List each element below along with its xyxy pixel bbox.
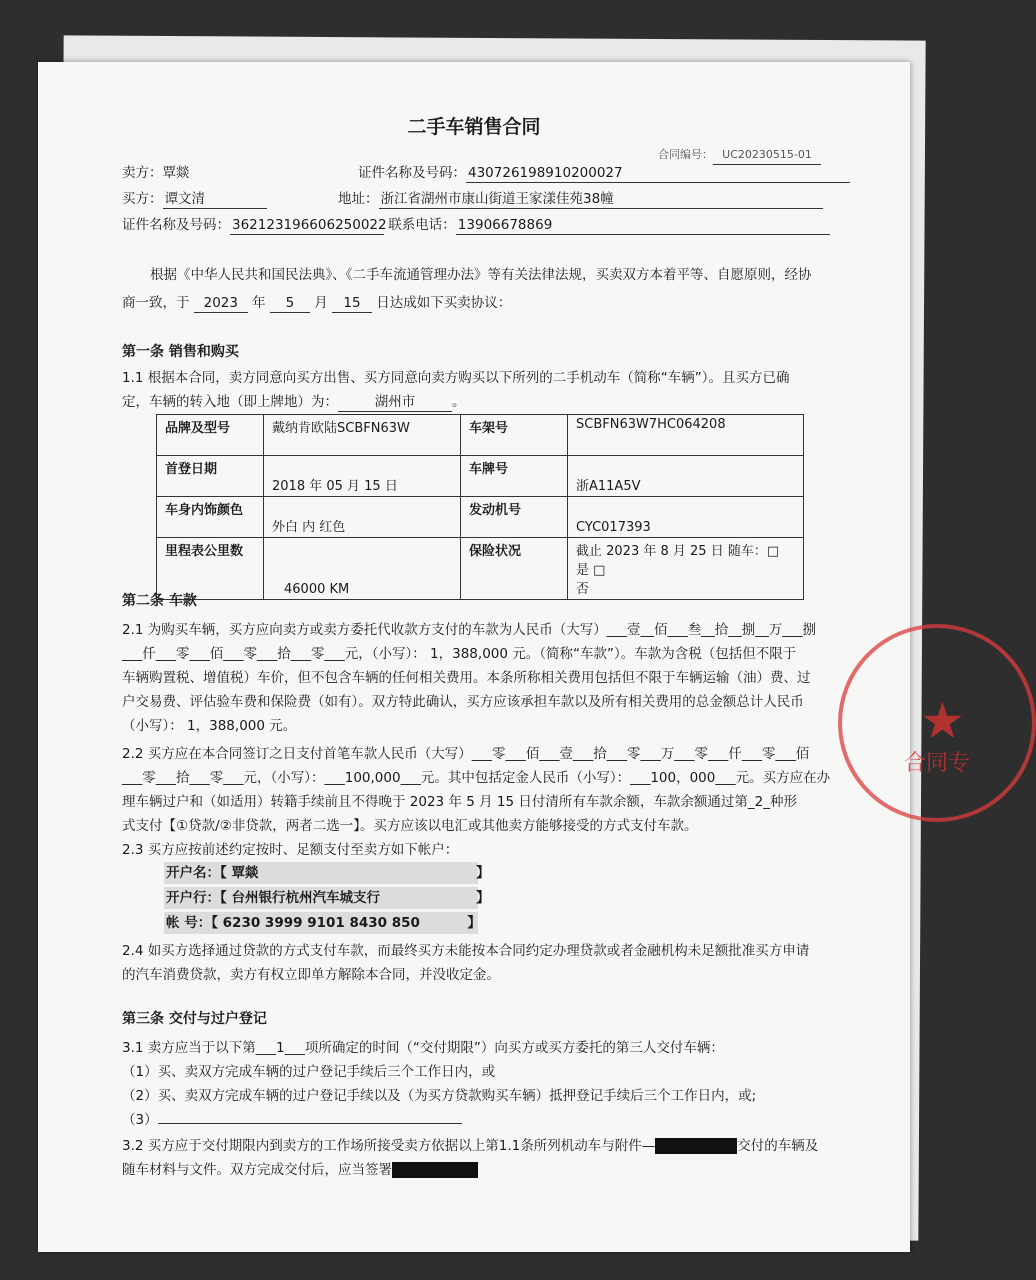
table-cell: 戴纳肯欧陆SCBFN63W bbox=[264, 415, 461, 456]
table-row bbox=[157, 456, 804, 497]
article-2-line: 户交易费、评估验车费和保险费（如有）。双方特此确认，买方应该承担车款以及所有相关费用的总金额总计人民币 bbox=[122, 694, 804, 710]
document-title: 二手车销售合同 bbox=[407, 116, 541, 138]
article-3-line: （1）买、卖双方完成车辆的过户登记手续后三个工作日内，或 bbox=[122, 1064, 496, 1080]
article-2-line: 的汽车消费贷款，卖方有权立即单方解除本合同，并没收定金。 bbox=[122, 967, 500, 983]
table-cell: 车牌号 bbox=[461, 456, 568, 497]
article-1-line-2: 定，车辆的转入地（即上牌地）为： 湖州市 。 bbox=[122, 394, 466, 410]
article-2-line: 2.4 如买方选择通过贷款的方式支付车款，而最终买方未能按本合同约定办理贷款或者金融机构未足额批准买方申请 bbox=[122, 943, 810, 959]
table-cell: 2018 年 05 月 15 日 bbox=[264, 456, 461, 497]
buyer-address: 地址： 浙江省湖州市康山街道王家漾佳苑38幢 bbox=[338, 190, 823, 209]
table-cell: 首登日期 bbox=[157, 456, 264, 497]
table-row bbox=[157, 497, 804, 538]
table-cell: 里程表公里数 bbox=[157, 538, 264, 600]
star-icon: ★ bbox=[920, 692, 965, 750]
table-cell: 品牌及型号 bbox=[157, 415, 264, 456]
article-2-line: 车辆购置税、增值税）车价，但不包含车辆的任何相关费用。本条所称相关费用包括但不限于车辆运输（油）费、过 bbox=[122, 670, 811, 686]
article-1-heading: 第一条 销售和购买 bbox=[122, 344, 239, 360]
article-2-line: （小写）： 1，388,000 元。 bbox=[122, 718, 297, 734]
contract-number: 合同编号： UC20230515-01 bbox=[658, 146, 821, 165]
table-cell: 发动机号 bbox=[461, 497, 568, 538]
seller-id: 证件名称及号码： 430726198910200027 bbox=[358, 164, 850, 183]
table-row bbox=[157, 415, 804, 456]
table-cell: 浙A11A5V bbox=[568, 456, 804, 497]
table-cell: 外白 内 红色 bbox=[264, 497, 461, 538]
article-2-line: 2.1 为购买车辆，买方应向卖方或卖方委托代收款方支付的车款为人民币（大写）___壹__佰___叁__拾__捌__万___捌 bbox=[122, 622, 817, 638]
article-3-heading: 第三条 交付与过户登记 bbox=[122, 1011, 267, 1027]
account-name: 开户名：【 覃燚 】 bbox=[166, 865, 490, 881]
article-2-heading: 第二条 车款 bbox=[122, 593, 197, 609]
article-2-line: 理车辆过户和（如适用）转籍手续前且不得晚于 2023 年 5 月 15 日付清所有车款余额，车款余额通过第_2_种形 bbox=[122, 794, 797, 810]
intro-line-1: 根据《中华人民共和国民法典》、《二手车流通管理办法》等有关法律法规，买卖双方本着平等、自愿原则，经协 bbox=[150, 267, 812, 283]
buyer-row: 买方： 谭文清 bbox=[122, 190, 267, 209]
table-cell: CYC017393 bbox=[568, 497, 804, 538]
account-bank: 开户行：【 台州银行杭州汽车城支行 】 bbox=[166, 890, 490, 906]
article-3-line: 3.2 买方应于交付期限内到卖方的工作场所接受卖方依据以上第1.1条所列机动车与附件— 交付的车辆及 bbox=[122, 1138, 819, 1154]
account-number: 帐 号：【 6230 3999 9101 8430 850 】 bbox=[166, 915, 481, 931]
article-3-line: （2）买、卖双方完成车辆的过户登记手续以及（为买方贷款购买车辆）抵押登记手续后三个工作日内，或; bbox=[122, 1088, 757, 1104]
redacted-text bbox=[392, 1162, 478, 1178]
article-3-line: 3.1 卖方应当于以下第___1___项所确定的时间（“交付期限”）向买方或买方委托的第三人交付车辆： bbox=[122, 1040, 724, 1056]
seller-row: 卖方：覃燚 bbox=[122, 165, 190, 181]
article-2-line: ___零___拾___零___元，（小写）：___100,000___元。其中包括定金人民币（小写）：___100，000___元。买方应在办 bbox=[122, 770, 831, 786]
table-cell: 截止 2023 年 8 月 25 日 随车：□ 是 □ 否 bbox=[568, 538, 804, 600]
article-2-line: ___仟___零___佰___零___拾___零___元，（小写）： 1，388,000 元。（简称“车款”）。车款为含税（包括但不限于 bbox=[122, 646, 797, 662]
table-cell: 46000 KM bbox=[264, 538, 461, 600]
article-3-line: 随车材料与文件。双方完成交付后，应当签署 bbox=[122, 1161, 478, 1179]
vehicle-table bbox=[156, 414, 804, 600]
table-cell: SCBFN63W7HC064208 bbox=[568, 415, 804, 456]
buyer-id-phone: 证件名称及号码： 362123196606250022 联系电话： 13906678869 bbox=[122, 216, 830, 235]
contract-page bbox=[38, 62, 971, 1252]
intro-line-2: 商一致，于 2023 年 5 月 15 日达成如下买卖协议： bbox=[122, 295, 512, 311]
article-2-line: 2.2 买方应在本合同签订之日支付首笔车款人民币（大写）___零___佰___壹___拾___零___万___零___仟___零___佰 bbox=[122, 746, 810, 762]
article-3-line: （3） bbox=[122, 1111, 462, 1129]
table-row bbox=[157, 538, 804, 600]
table-cell: 车架号 bbox=[461, 415, 568, 456]
article-2-line: 2.3 买方应按前述约定按时、足额支付至卖方如下帐户： bbox=[122, 842, 459, 858]
article-1-line-1: 1.1 根据本合同，卖方同意向买方出售、买方同意向卖方购买以下所列的二手机动车（简称“车辆”）。且买方已确 bbox=[122, 370, 790, 386]
article-2-line: 式支付【①贷款/②非贷款，两者二选一】。买方应该以电汇或其他卖方能够接受的方式支付车款。 bbox=[122, 818, 698, 834]
redacted-text bbox=[655, 1138, 737, 1154]
table-cell: 车身内饰颜色 bbox=[157, 497, 264, 538]
company-seal: ★ 合同专 bbox=[838, 624, 1036, 822]
table-cell: 保险状况 bbox=[461, 538, 568, 600]
